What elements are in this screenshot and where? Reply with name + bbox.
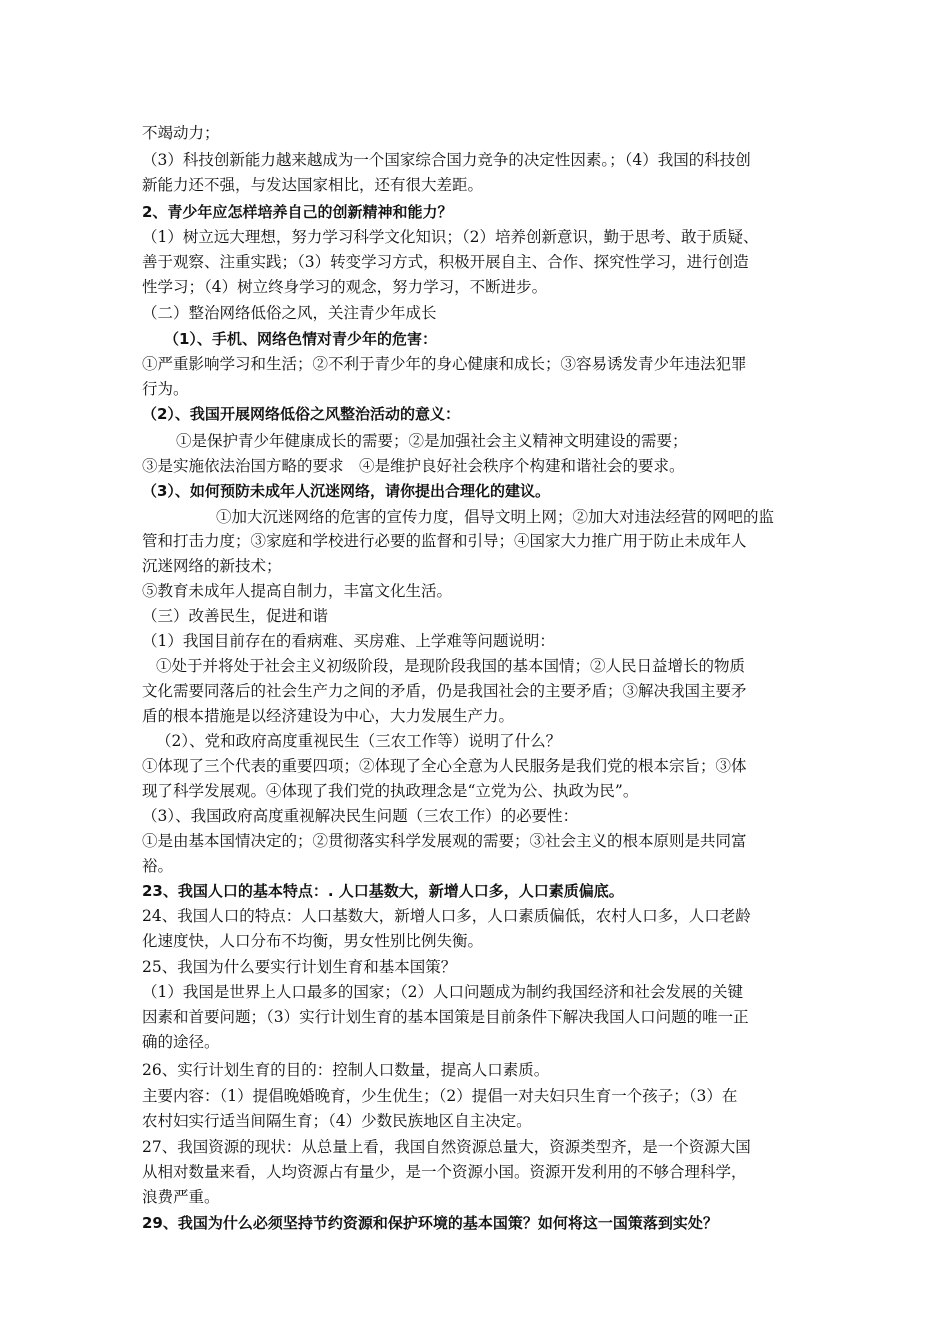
section-heading: （1）、手机、网络色情对青少年的危害： bbox=[164, 330, 437, 348]
text-line: （三）改善民生，促进和谐 bbox=[142, 607, 329, 625]
text-line: ③是实施依法治国方略的要求 ④是维护良好社会秩序个构建和谐社会的要求。 bbox=[142, 457, 685, 475]
text-line: 文化需要同落后的社会生产力之间的矛盾，仍是我国社会的主要矛盾；③解决我国主要矛 bbox=[142, 682, 747, 700]
text-line: 25、我国为什么要实行计划生育和基本国策？ bbox=[142, 958, 457, 976]
text-line: 行为。 bbox=[142, 380, 189, 398]
text-line: 从相对数量来看，人均资源占有量少，是一个资源小国。资源开发利用的不够合理科学， bbox=[142, 1163, 747, 1181]
text-line: 27、我国资源的现状：从总量上看，我国自然资源总量大，资源类型齐，是一个资源大国 bbox=[142, 1138, 751, 1156]
text-line: 主要内容：（1）提倡晚婚晚育，少生优生；（2）提倡一对夫妇只生育一个孩子；（3）在 bbox=[142, 1087, 738, 1105]
text-line: ①处于并将处于社会主义初级阶段，是现阶段我国的基本国情；②人民日益增长的物质 bbox=[156, 657, 746, 675]
text-line: 化速度快，人口分布不均衡，男女性别比例失衡。 bbox=[142, 932, 484, 950]
text-line: 不竭动力； bbox=[142, 124, 220, 142]
text-line: 裕。 bbox=[142, 857, 174, 875]
text-line: ①体现了三个代表的重要四项；②体现了全心全意为人民服务是我们党的根本宗旨；③体 bbox=[142, 757, 747, 775]
text-line: ①是保护青少年健康成长的需要；②是加强社会主义精神文明建设的需要； bbox=[176, 432, 688, 450]
text-line: 浪费严重。 bbox=[142, 1188, 220, 1206]
text-line: （1）我国是世界上人口最多的国家；（2）人口问题成为制约我国经济和社会发展的关键 bbox=[142, 983, 743, 1001]
text-line: ①严重影响学习和生活；②不利于青少年的身心健康和成长；③容易诱发青少年违法犯罪 bbox=[142, 355, 747, 373]
section-heading: （3）、如何预防未成年人沉迷网络，请你提出合理化的建议。 bbox=[142, 482, 550, 500]
text-line: 盾的根本措施是以经济建设为中心，大力发展生产力。 bbox=[142, 707, 515, 725]
text-line: 农村妇实行适当间隔生育；（4）少数民族地区自主决定。 bbox=[142, 1112, 532, 1130]
text-line: 管和打击力度；③家庭和学校进行必要的监督和引导；④国家大力推广用于防止未成年人 bbox=[142, 532, 747, 550]
text-line: （1）我国目前存在的看病难、买房难、上学难等问题说明： bbox=[142, 632, 555, 650]
text-line: （二）整治网络低俗之风，关注青少年成长 bbox=[142, 304, 437, 322]
text-line: 26、实行计划生育的目的：控制人口数量，提高人口素质。 bbox=[142, 1061, 550, 1079]
text-line: （2）、党和政府高度重视民生（三农工作等）说明了什么？ bbox=[156, 732, 562, 750]
text-line: 新能力还不强，与发达国家相比，还有很大差距。 bbox=[142, 176, 484, 194]
text-line: （3）、我国政府高度重视解决民生问题（三农工作）的必要性： bbox=[142, 807, 579, 825]
text-line: 沉迷网络的新技术； bbox=[142, 557, 282, 575]
section-heading: 29、我国为什么必须坚持节约资源和保护环境的基本国策？如何将这一国策落到实处？ bbox=[142, 1214, 718, 1232]
text-line: ⑤教育未成年人提高自制力，丰富文化生活。 bbox=[142, 582, 453, 600]
text-line: 善于观察、注重实践；（3）转变学习方式，积极开展自主、合作、探究性学习，进行创造 bbox=[142, 253, 749, 271]
text-line: ①是由基本国情决定的；②贯彻落实科学发展观的需要；③社会主义的根本原则是共同富 bbox=[142, 832, 747, 850]
section-heading: （2）、我国开展网络低俗之风整治活动的意义： bbox=[142, 405, 460, 423]
section-heading: 2、青少年应怎样培养自己的创新精神和能力？ bbox=[142, 203, 453, 221]
text-line: 性学习；（4）树立终身学习的观念，努力学习，不断进步。 bbox=[142, 278, 548, 296]
text-line: 24、我国人口的特点：人口基数大，新增人口多，人口素质偏低，农村人口多，人口老龄 bbox=[142, 907, 751, 925]
text-line: 现了科学发展观。④体现了我们党的执政理念是“立党为公、执政为民”。 bbox=[142, 782, 639, 800]
text-line: （1）树立远大理想，努力学习科学文化知识；（2）培养创新意识，勤于思考、敢于质疑、 bbox=[142, 228, 759, 246]
section-heading: 23、我国人口的基本特点：. 人口基数大，新增人口多，人口素质偏底。 bbox=[142, 882, 624, 900]
text-line: 确的途径。 bbox=[142, 1033, 220, 1051]
text-line: ①加大沉迷网络的危害的宣传力度，倡导文明上网；②加大对违法经营的网吧的监 bbox=[216, 508, 775, 526]
text-line: 因素和首要问题；（3）实行计划生育的基本国策是目前条件下解决我国人口问题的唯一正 bbox=[142, 1008, 749, 1026]
text-line: （3）科技创新能力越来越成为一个国家综合国力竞争的决定性因素。；（4）我国的科技创 bbox=[142, 151, 751, 169]
